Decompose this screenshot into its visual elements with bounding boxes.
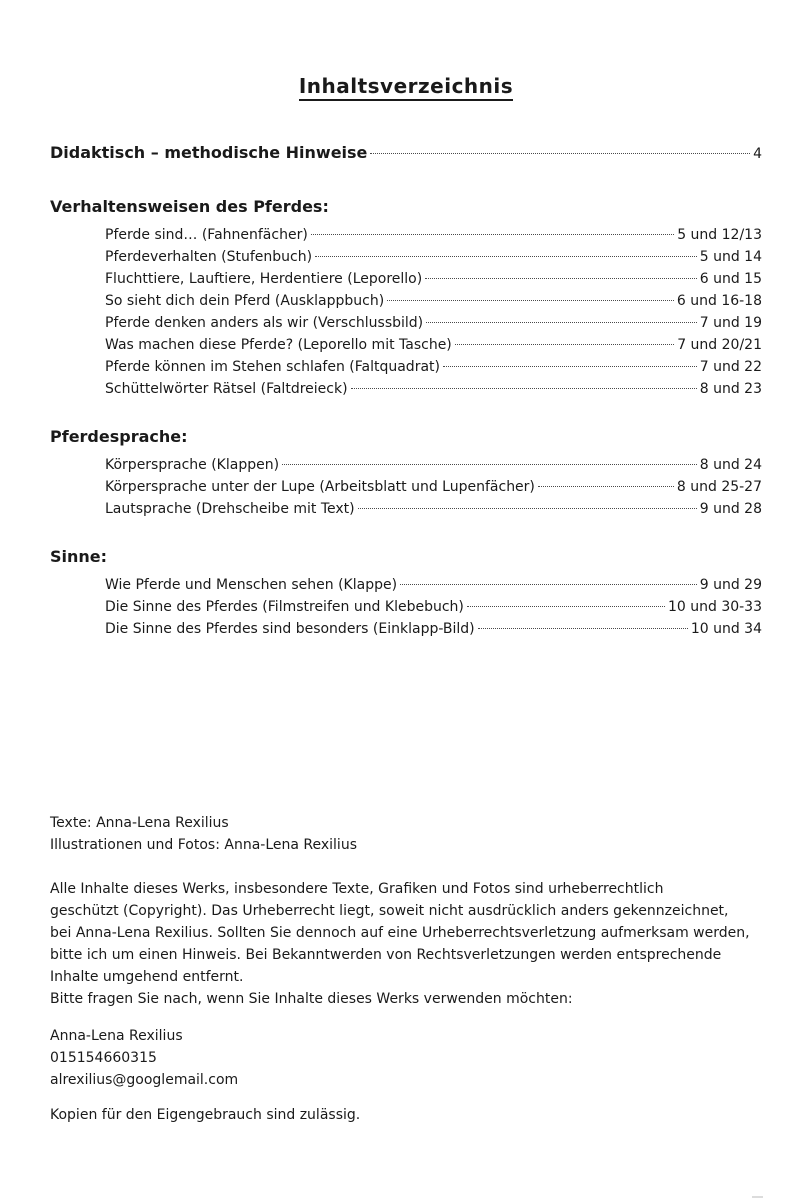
toc-entry-pages: 7 und 20/21 (677, 337, 762, 353)
toc-entry-label: Die Sinne des Pferdes sind besonders (Einklapp-Bild) (105, 621, 475, 637)
toc-entry-label: Schüttelwörter Rätsel (Faltdreieck) (105, 381, 348, 397)
toc-entry-label: Lautsprache (Drehscheibe mit Text) (105, 501, 355, 517)
toc-entry-label: Fluchttiere, Lauftiere, Herdentiere (Leporello) (105, 271, 423, 287)
copyright-line: bitte ich um einen Hinweis. Bei Bekanntwerden von Rechtsverletzungen werden entsprechende (50, 947, 722, 963)
copyright-line: Inhalte umgehend entfernt. (50, 969, 244, 985)
title-container (50, 74, 762, 101)
toc-entry-label: Körpersprache (Klappen) (105, 457, 280, 473)
toc-entry-pages: 5 und 12/13 (677, 227, 762, 243)
contact-name: Anna-Lena Rexilius (50, 1028, 183, 1044)
page-corner-mark (752, 1196, 763, 1198)
toc-entry-pages: 8 und 25-27 (676, 479, 762, 495)
copyright-footer (50, 812, 762, 1126)
dotted-leader (370, 153, 750, 154)
page-title: Inhaltsverzeichnis (299, 74, 513, 101)
permission-line: Kopien für den Eigengebrauch sind zulässig. (50, 1107, 361, 1123)
toc-entry-pages: 8 und 24 (699, 457, 762, 473)
section-heading: Sinne: (50, 547, 108, 566)
toc-entry-didaktisch (50, 141, 762, 166)
toc-entry-label: Didaktisch – methodische Hinweise (50, 143, 368, 162)
dotted-leader (443, 366, 697, 367)
section-heading: Verhaltensweisen des Pferdes: (50, 197, 329, 216)
toc-entry (105, 476, 762, 498)
toc-entry (105, 596, 762, 618)
toc-entry-label: Körpersprache unter der Lupe (Arbeitsblatt und Lupenfächer) (105, 479, 535, 495)
dotted-leader (311, 234, 674, 235)
toc-entry-label: Was machen diese Pferde? (Leporello mit Tasche) (105, 337, 452, 353)
dotted-leader (478, 628, 688, 629)
contact-email: alrexilius@googlemail.com (50, 1072, 239, 1088)
dotted-leader (358, 508, 697, 509)
toc-entry (105, 290, 762, 312)
dotted-leader (467, 606, 665, 607)
toc-entry (105, 454, 762, 476)
toc-entry-pages: 6 und 16-18 (676, 293, 762, 309)
toc-entry-pages: 9 und 28 (699, 501, 762, 517)
toc-entry (105, 268, 762, 290)
dotted-leader (387, 300, 674, 301)
toc-entry-pages: 4 (753, 146, 762, 162)
dotted-leader (426, 322, 697, 323)
dotted-leader (538, 486, 674, 487)
toc-entry (105, 356, 762, 378)
toc-entry (105, 224, 762, 246)
dotted-leader (425, 278, 697, 279)
toc-entry-label: Pferde denken anders als wir (Verschlussbild) (105, 315, 424, 331)
toc-entry-pages: 7 und 22 (699, 359, 762, 375)
toc-entry (105, 334, 762, 356)
section-heading: Pferdesprache: (50, 427, 188, 446)
toc-section-verhaltensweisen (50, 196, 762, 400)
toc-entry (105, 246, 762, 268)
copyright-line: bei Anna-Lena Rexilius. Sollten Sie dennoch auf eine Urheberrechtsverletzung aufmerksam werden, (50, 925, 750, 941)
toc-entry-pages: 5 und 14 (699, 249, 762, 265)
toc-entry (105, 378, 762, 400)
request-line: Bitte fragen Sie nach, wenn Sie Inhalte dieses Werks verwenden möchten: (50, 991, 573, 1007)
toc-entry-label: So sieht dich dein Pferd (Ausklappbuch) (105, 293, 385, 309)
copyright-block (50, 878, 762, 1010)
toc-entry-label: Pferdeverhalten (Stufenbuch) (105, 249, 313, 265)
toc-section-pferdesprache (50, 426, 762, 520)
toc-entry-label: Die Sinne des Pferdes (Filmstreifen und Klebebuch) (105, 599, 464, 615)
toc-entry-label: Pferde sind… (Fahnenfächer) (105, 227, 308, 243)
credits-block (50, 812, 762, 856)
section-items (50, 574, 762, 640)
copyright-line: Alle Inhalte dieses Werks, insbesondere Texte, Grafiken und Fotos sind urheberrechtlich (50, 881, 664, 897)
credit-line-illustrationen: Illustrationen und Fotos: Anna-Lena Rexilius (50, 837, 357, 853)
toc-entry (105, 618, 762, 640)
credit-line-texte: Texte: Anna-Lena Rexilius (50, 815, 229, 831)
section-items (50, 454, 762, 520)
toc-entry (105, 574, 762, 596)
toc-entry-pages: 7 und 19 (699, 315, 762, 331)
toc-entry-label: Pferde können im Stehen schlafen (Faltquadrat) (105, 359, 440, 375)
contact-phone: 015154660315 (50, 1050, 157, 1066)
toc-entry-pages: 10 und 30-33 (667, 599, 762, 615)
dotted-leader (455, 344, 674, 345)
toc-entry-pages: 9 und 29 (699, 577, 762, 593)
dotted-leader (351, 388, 697, 389)
toc-entry (105, 498, 762, 520)
toc-entry (105, 312, 762, 334)
dotted-leader (282, 464, 697, 465)
dotted-leader (400, 584, 697, 585)
toc-entry-label: Wie Pferde und Menschen sehen (Klappe) (105, 577, 398, 593)
toc-entry-pages: 6 und 15 (699, 271, 762, 287)
section-items (50, 224, 762, 400)
contact-block (50, 1025, 762, 1091)
copyright-line: geschützt (Copyright). Das Urheberrecht liegt, soweit nicht ausdrücklich anders gekennzeichnet, (50, 903, 729, 919)
toc-section-sinne (50, 546, 762, 640)
toc-entry-pages: 8 und 23 (699, 381, 762, 397)
toc-entry-pages: 10 und 34 (690, 621, 762, 637)
dotted-leader (315, 256, 697, 257)
